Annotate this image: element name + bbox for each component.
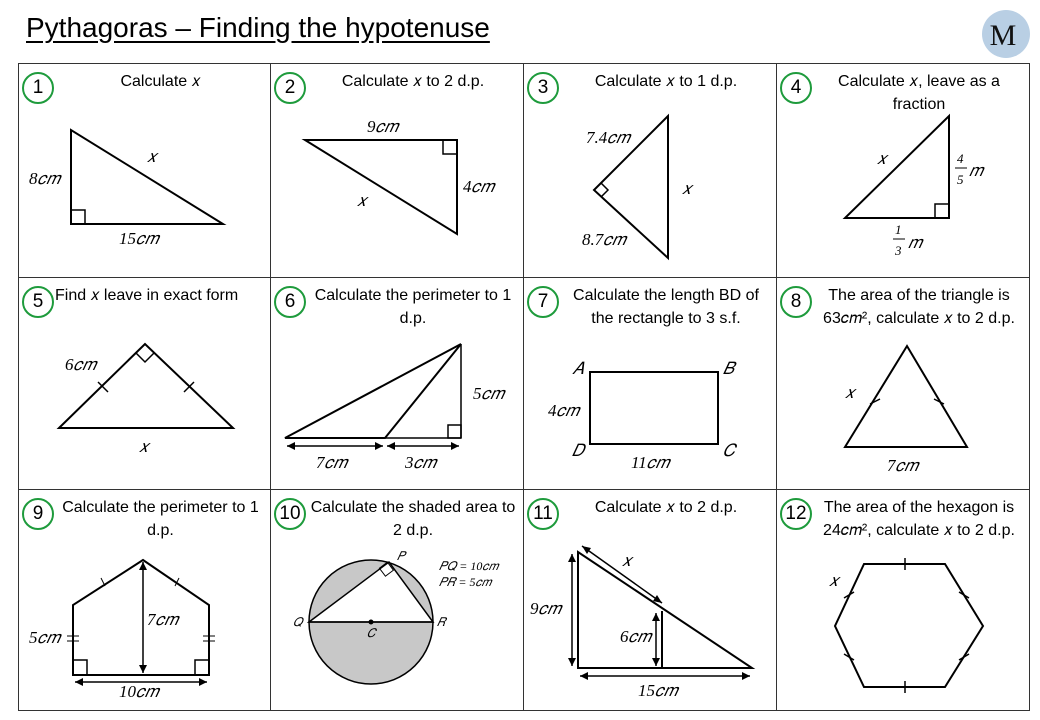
question-number: 5	[22, 286, 54, 318]
question-5	[18, 278, 271, 490]
question-1	[18, 63, 271, 278]
question-number: 4	[780, 72, 812, 104]
question-7	[524, 278, 777, 490]
obtuse-triangle-diagram	[271, 278, 524, 490]
side-label: 5𝑐𝑚	[29, 628, 60, 647]
question-prompt: Calculate 𝑥 to 1 d.p.	[594, 73, 738, 90]
hexagon-diagram	[777, 490, 1030, 711]
side-label: 𝑥	[829, 571, 839, 590]
hypotenuse-label: 𝑥	[877, 149, 887, 168]
side-label: 10𝑐𝑚	[119, 682, 159, 701]
side-label: 9𝑐𝑚	[530, 599, 561, 618]
hypotenuse-label: 𝑥	[622, 551, 632, 570]
question-prompt: The area of the triangle is 63𝑐𝑚², calculate 𝑥 to 2 d.p.	[823, 287, 1015, 327]
unit-label: 𝑚	[969, 161, 983, 180]
point-label: 𝑃	[397, 549, 405, 563]
circle-diagram	[271, 490, 524, 711]
side-label: 8.7𝑐𝑚	[582, 230, 626, 249]
logo-letter: M	[989, 19, 1017, 52]
fraction-numerator: 4	[957, 151, 964, 166]
question-number: 3	[527, 72, 559, 104]
side-label: 5𝑐𝑚	[473, 384, 504, 403]
side-label: 𝑥	[845, 383, 855, 402]
question-8	[777, 278, 1030, 490]
side-label: 6𝑐𝑚	[65, 355, 96, 374]
pentagon-diagram	[19, 490, 271, 711]
vertex-label: 𝐴	[572, 359, 584, 378]
vertex-label: 𝐶	[723, 441, 736, 460]
question-11	[524, 490, 777, 711]
given-length: 𝑃𝑄 = 10𝑐𝑚	[439, 559, 499, 573]
question-number: 2	[274, 72, 306, 104]
question-3	[524, 63, 777, 278]
side-label: 3𝑐𝑚	[405, 453, 436, 472]
question-prompt: Calculate 𝑥	[120, 73, 201, 90]
side-label: 15𝑐𝑚	[638, 681, 678, 700]
question-prompt: The area of the hexagon is 24𝑐𝑚², calculate 𝑥 to 2 d.p.	[823, 499, 1015, 539]
question-prompt: Calculate the perimeter to 1 d.p.	[314, 287, 512, 327]
question-number: 11	[527, 498, 559, 530]
question-6	[271, 278, 524, 490]
question-prompt: Find 𝑥 leave in exact form	[55, 287, 239, 304]
side-label: 7𝑐𝑚	[316, 453, 347, 472]
vertex-label: 𝐵	[723, 359, 735, 378]
page-title: Pythagoras – Finding the hypotenuse	[26, 12, 490, 43]
hypotenuse-label: 𝑥	[357, 191, 367, 210]
fraction-denominator: 3	[895, 243, 902, 258]
hypotenuse-label: 𝑥	[682, 179, 692, 198]
question-2	[271, 63, 524, 278]
question-prompt: Calculate the length BD of the rectangle to 3 s.f.	[573, 287, 759, 327]
side-label: 15𝑐𝑚	[119, 229, 159, 248]
question-number: 6	[274, 286, 306, 318]
side-label: 7.4𝑐𝑚	[586, 128, 630, 147]
fraction-denominator: 5	[957, 172, 964, 187]
question-10	[271, 490, 524, 711]
similar-triangles-diagram	[524, 490, 777, 711]
question-4	[777, 63, 1030, 278]
right-triangle-diagram	[19, 64, 271, 278]
side-label: 11𝑐𝑚	[631, 453, 670, 472]
hypotenuse-label: 𝑥	[147, 147, 157, 166]
question-grid	[18, 63, 1030, 711]
question-12	[777, 490, 1030, 711]
side-label: 4𝑐𝑚	[548, 401, 579, 420]
question-number: 12	[780, 498, 812, 530]
question-prompt: Calculate 𝑥 to 2 d.p.	[341, 73, 485, 90]
isosceles-right-triangle-diagram	[19, 278, 271, 490]
question-9	[18, 490, 271, 711]
given-length: 𝑃𝑅 = 5𝑐𝑚	[439, 575, 492, 589]
side-label: 6𝑐𝑚	[620, 627, 651, 646]
side-label: 8𝑐𝑚	[29, 169, 60, 188]
side-label: 7𝑐𝑚	[887, 456, 918, 475]
right-triangle-diagram	[271, 64, 524, 278]
isosceles-triangle-diagram	[777, 278, 1030, 490]
rectangle-diagram	[524, 278, 777, 490]
hypotenuse-label: 𝑥	[139, 437, 149, 456]
side-label: 9𝑐𝑚	[367, 117, 398, 136]
unit-label: 𝑚	[908, 233, 922, 252]
right-triangle-diagram	[777, 64, 1030, 278]
point-label: 𝐶	[367, 626, 376, 640]
height-label: 7𝑐𝑚	[147, 610, 178, 629]
question-prompt: Calculate the perimeter to 1 d.p.	[62, 499, 259, 539]
point-label: 𝑅	[437, 615, 446, 629]
point-label: 𝑄	[293, 615, 303, 629]
question-number: 10	[274, 498, 306, 530]
question-number: 1	[22, 72, 54, 104]
question-prompt: Calculate the shaded area to 2 d.p.	[310, 499, 516, 539]
question-number: 9	[22, 498, 54, 530]
vertex-label: 𝐷	[572, 441, 584, 460]
question-prompt: Calculate 𝑥 to 2 d.p.	[594, 499, 738, 516]
fraction-numerator: 1	[895, 222, 902, 237]
right-triangle-diagram	[524, 64, 777, 278]
question-prompt: Calculate 𝑥, leave as a fraction	[838, 73, 1000, 113]
question-number: 8	[780, 286, 812, 318]
logo	[976, 8, 1032, 60]
question-number: 7	[527, 286, 559, 318]
side-label: 4𝑐𝑚	[463, 177, 494, 196]
